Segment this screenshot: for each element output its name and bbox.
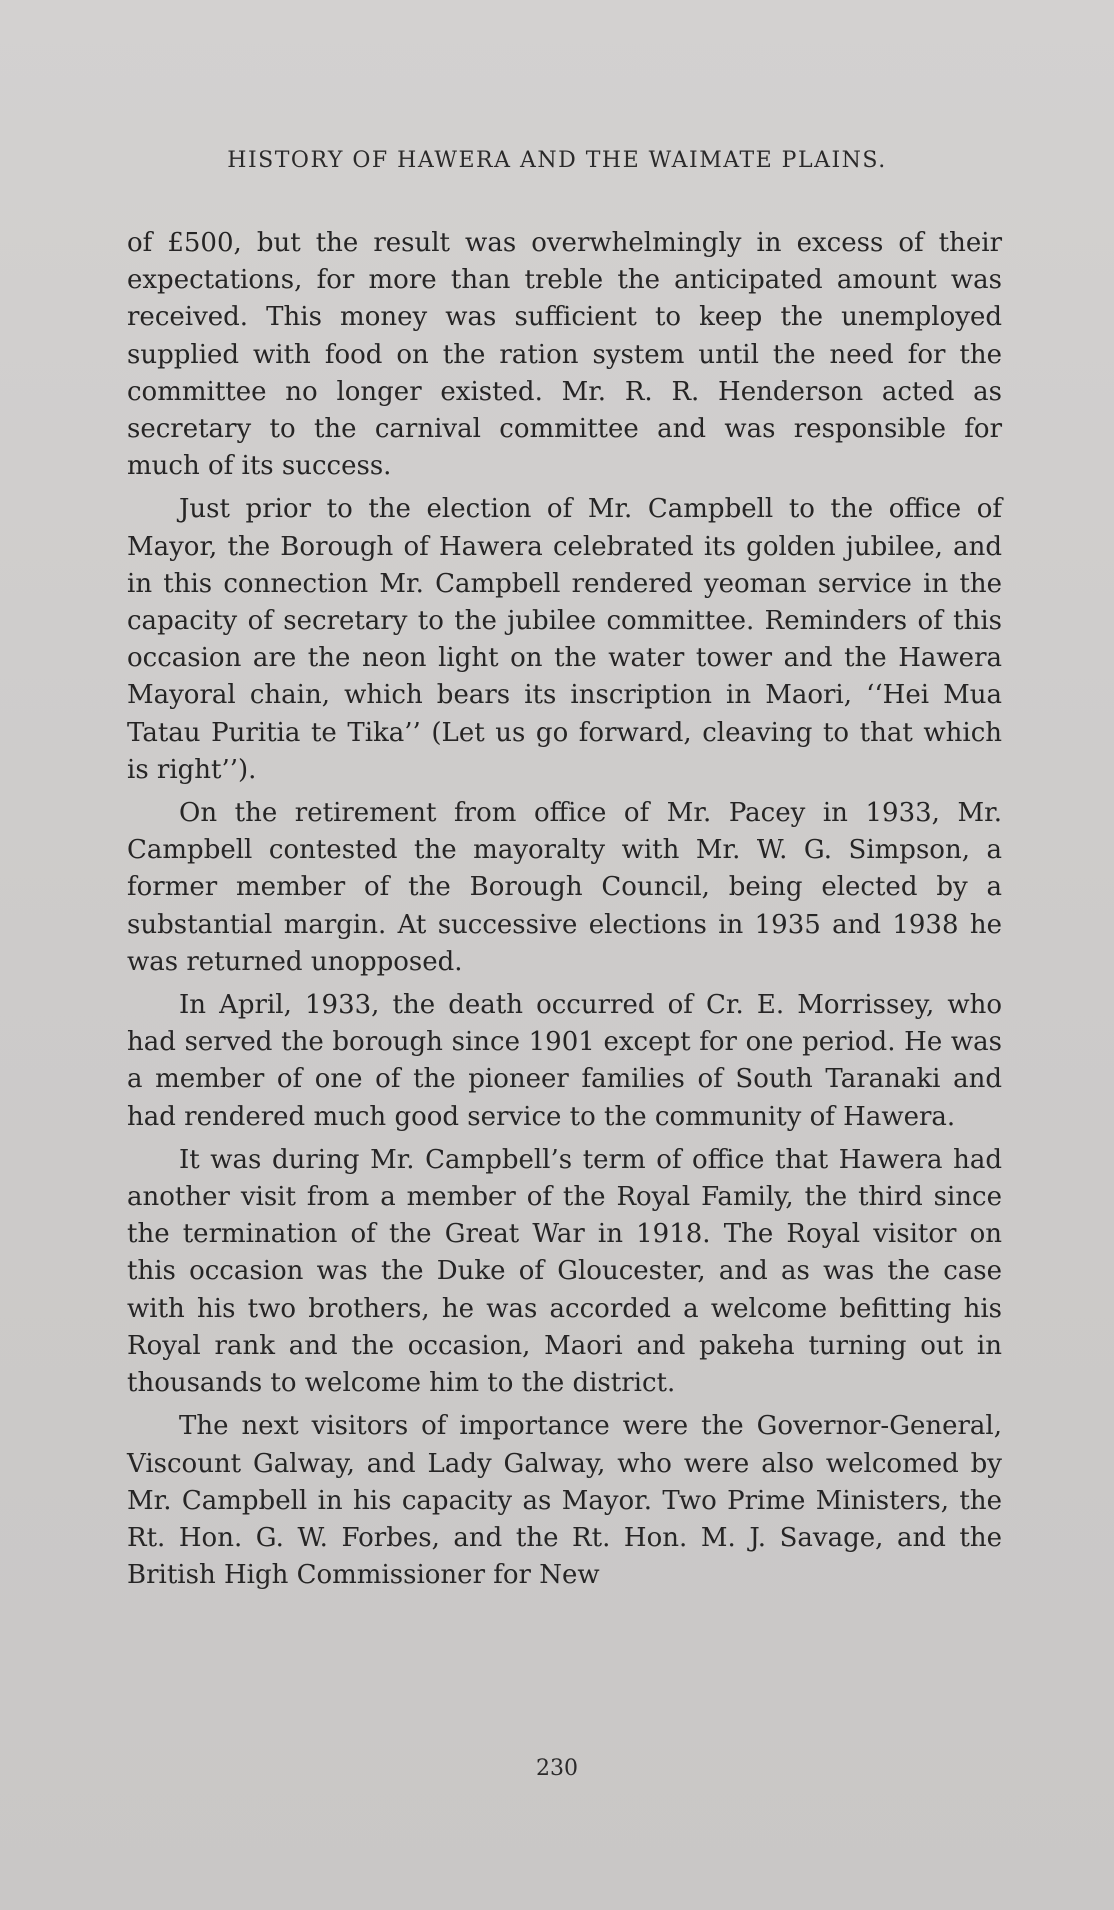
paragraph: It was during Mr. Campbell’s term of office that Hawera had another visit from a member of the Royal Family, the third since the termination of the Great War in 1918. The Royal visitor on this occasion was the Duke of Gloucester, and as was the case with his two brothers, he was accorded a welcome befitting his Royal rank and the occasion, Maori and pakeha turning out in thousands to welcome him to the district. — [127, 1144, 1002, 1399]
page-number: 230 — [536, 1756, 578, 1781]
paragraph: On the retirement from office of Mr. Pacey in 1933, Mr. Campbell contested the mayoralty with Mr. W. G. Simpson, a former member of the Borough Council, being elected by a substantial margin. At successive elections in 1935 and 1938 he was returned unopposed. — [127, 798, 1002, 977]
running-head: HISTORY OF HAWERA AND THE WAIMATE PLAINS. — [227, 148, 887, 173]
paragraph: Just prior to the election of Mr. Campbell to the office of Mayor, the Borough of Hawera celebrated its golden jubilee, and in this connection Mr. Campbell rendered yeoman service in the capacity of secretary to the jubilee committee. Reminders of this occasion are the neon light on the water tower and the Hawera Mayoral chain, which bears its inscription in Maori, ‘‘Hei Mua Tatau Puritia te Tika’’ (Let us go forward, cleaving to that which is right’’). — [127, 494, 1002, 785]
paragraph: of £500, but the result was overwhelmingly in excess of their expectations, for more than treble the anticipated amount was received. This money was sufficient to keep the unemployed supplied with food on the ration system until the need for the committee no longer existed. Mr. R. R. Henderson acted as secretary to the carnival committee and was responsible for much of its success. — [127, 228, 1002, 482]
body-text — [127, 225, 1002, 1600]
paragraph: The next visitors of importance were the Governor-General, Viscount Galway, and Lady Galway, who were also welcomed by Mr. Campbell in his capacity as Mayor. Two Prime Ministers, the Rt. Hon. G. W. Forbes, and the Rt. Hon. M. J. Savage, and the British High Commissioner for New — [127, 1411, 1002, 1591]
paragraph: In April, 1933, the death occurred of Cr. E. Morrissey, who had served the borough since 1901 except for one period. He was a member of one of the pioneer families of South Taranaki and had rendered much good service to the community of Hawera. — [127, 990, 1002, 1132]
